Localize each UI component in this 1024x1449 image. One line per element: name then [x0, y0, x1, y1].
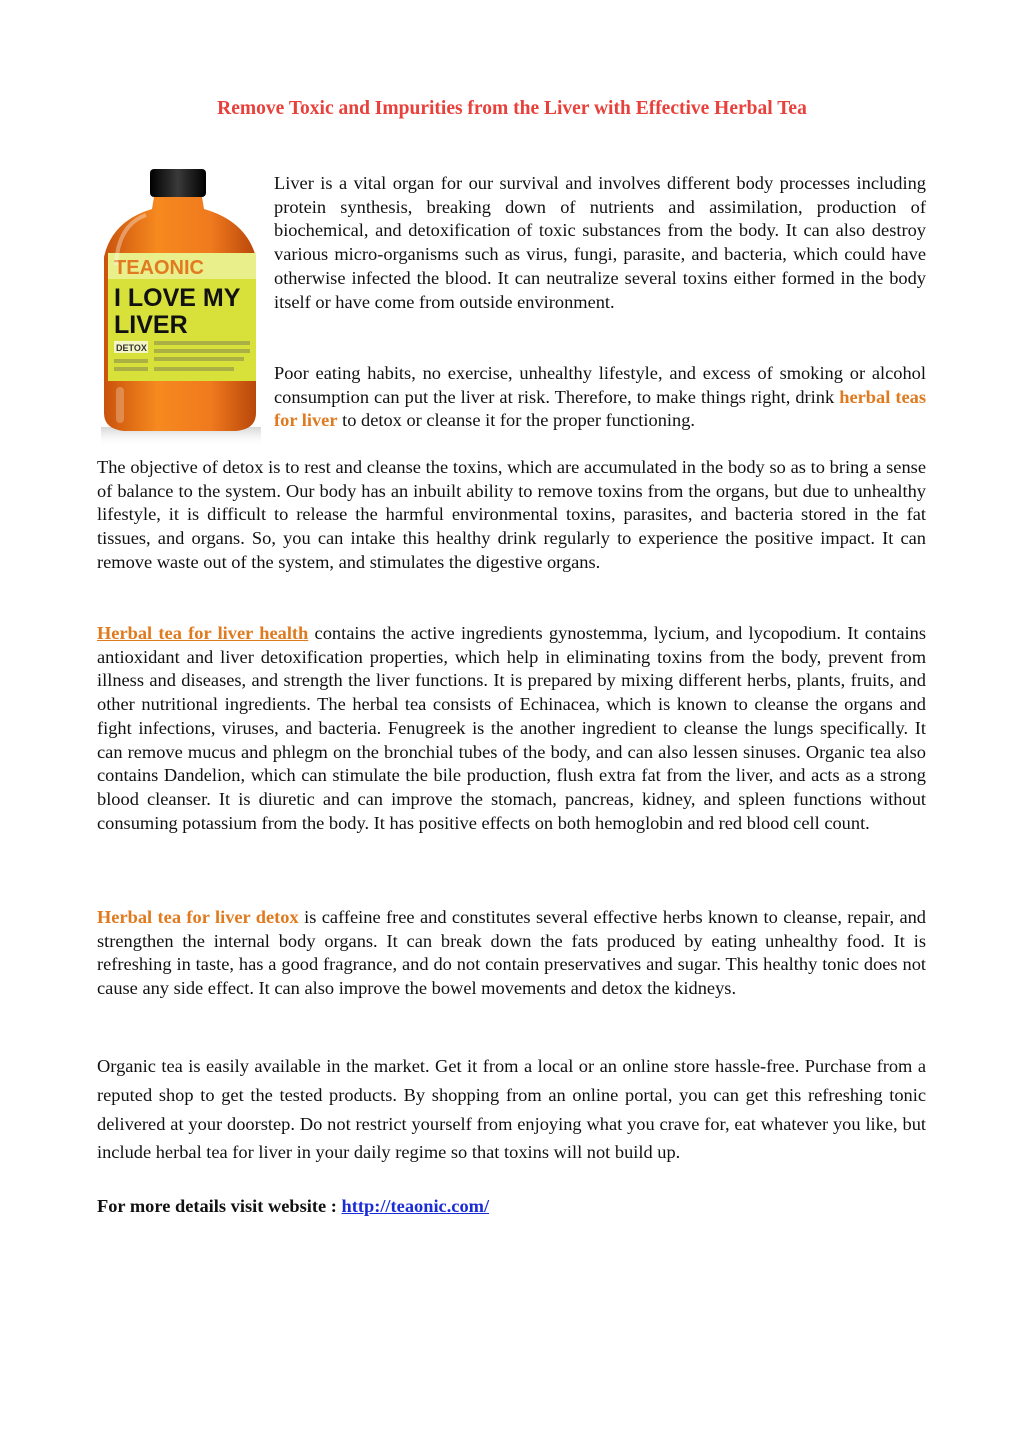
bottle-brand-text: TEAONIC	[114, 257, 204, 279]
bottle-line1-text: I LOVE MY	[114, 284, 241, 312]
bottle-tag-text: DETOX	[116, 343, 147, 353]
herbal-tea-for-liver-health-link[interactable]: Herbal tea for liver health	[97, 623, 309, 643]
herbal-teas-for-liver-link[interactable]: herbal teas for liver	[274, 386, 926, 431]
risk-paragraph: Poor eating habits, no exercise, unhealthy lifestyle, and excess of smoking or alcohol consumption can put the liver at risk. Therefore, to make things right, drink herbal teas for liver to detox or cleanse it for the proper functioning.	[274, 363, 926, 431]
product-bottle-image	[96, 165, 266, 447]
liver-health-paragraph: Herbal tea for liver health contains the active ingredients gynostemma, lycium, and lycopodium. It contains antioxidant and liver detoxification properties, which help in eliminating toxins from the body, prevent from illness and diseases, and strength the liver functions. It is prepared by mixing different herbs, plants, fruits, and other nutritional ingredients. The herbal tea consists of Echinacea, which is known to cleanse the organs and fight infections, viruses, and bacteria. Fenugreek is the another ingredient to cleanse the lungs specifically. It can remove mucus and phlegm on the bronchial tubes of the body, and can also lessen sinuses. Organic tea also contains Dandelion, which can stimulate the bile production, flush extra fat from the liver, and acts as a strong blood cleanser. It is diuretic and can improve the stomach, pancreas, kidney, and spleen functions without consuming potassium from the body. It has positive effects on both hemoglobin and red blood cell count.	[97, 623, 927, 833]
herbal-tea-for-liver-detox-link[interactable]: Herbal tea for liver detox	[97, 907, 299, 927]
organic-tea-paragraph: Organic tea is easily available in the market. Get it from a local or an online store hassle-free. Purchase from a reputed shop to get the tested products. By shopping from an online portal, you can get this refreshing tonic delivered at your doorstep. Do not restrict yourself from enjoying what you crave for, eat whatever you like, but include herbal tea for liver in your daily regime so that toxins will not build up.	[97, 1056, 926, 1163]
objective-paragraph: The objective of detox is to rest and cleanse the toxins, which are accumulated in the body so as to bring a sense of balance to the system. Our body has an inbuilt ability to remove toxins from the organs, but due to unhealthy lifestyle, it is difficult to release the harmful environmental toxins, parasites, and bacteria stored in the fat tissues, and organs. So, you can intake this healthy drink regularly to experience the positive impact. It can remove waste out of the system, and stimulates the digestive organs.	[97, 457, 926, 572]
more-details-line: For more details visit website : http://teaonic.com/	[97, 1196, 490, 1216]
page-title: Remove Toxic and Impurities from the Liver with Effective Herbal Tea	[217, 98, 807, 119]
intro-paragraph: Liver is a vital organ for our survival and involves different body processes including protein synthesis, breaking down of nutrients and assimilation, production of biochemical, and detoxification of toxic substances from the body. It can also destroy various micro-organisms such as virus, fungi, parasite, and bacteria, which could have otherwise infected the blood. It can neutralize several toxins either formed in the body itself or have come from outside environment.	[274, 173, 926, 312]
bottle-line2-text: LIVER	[114, 311, 188, 339]
liver-detox-paragraph: Herbal tea for liver detox is caffeine free and constitutes several effective herbs known to cleanse, repair, and strengthen the internal body organs. It can break down the fats produced by eating unhealthy food. It is refreshing in taste, has a good fragrance, and do not contain preservatives and sugar. This healthy tonic does not cause any side effect. It can also improve the bowel movements and detox the kidneys.	[97, 907, 926, 999]
website-link[interactable]: http://teaonic.com/	[341, 1196, 490, 1216]
